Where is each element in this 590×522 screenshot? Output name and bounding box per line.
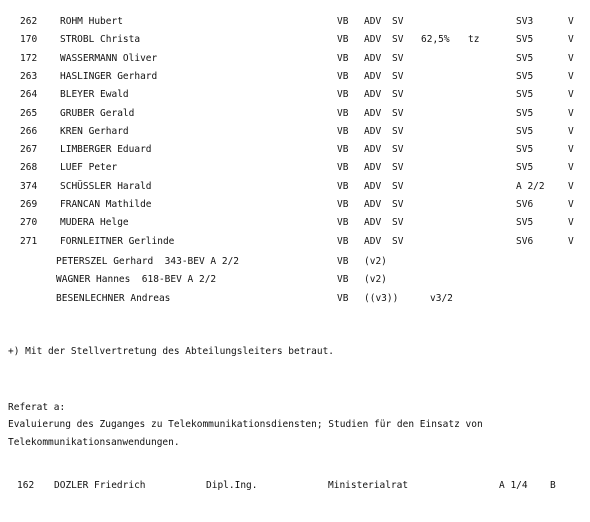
cell-flag: V	[568, 89, 574, 101]
table-row	[0, 292, 590, 306]
cell-sv: SV	[392, 144, 404, 156]
cell-flag: V	[568, 199, 574, 210]
cell-extra: v3/2	[430, 292, 453, 304]
referat-description-line-1: Evaluierung des Zuganges zu Telekommunikationsdiensten; Studien für den Einsatz von	[8, 419, 483, 430]
cell-name: GRUBER Gerald	[60, 107, 135, 119]
table-row	[0, 180, 590, 194]
table-row	[0, 235, 590, 249]
cell-flag: V	[568, 125, 574, 137]
head-flag: B	[550, 480, 556, 491]
cell-grade: SV6	[516, 199, 534, 210]
table-row	[0, 216, 590, 230]
cell-number: 264	[20, 89, 38, 101]
cell-grade: SV5	[516, 162, 534, 174]
cell-tag: ((v3))	[364, 292, 399, 304]
cell-adv: ADV	[364, 89, 382, 101]
cell-number: 268	[20, 162, 38, 174]
cell-flag: V	[568, 70, 574, 82]
cell-tag: (v2)	[364, 256, 387, 267]
cell-grade: SV5	[516, 34, 534, 46]
cell-vb: VB	[337, 199, 349, 210]
cell-number: 266	[20, 125, 38, 137]
cell-name: LIMBERGER Eduard	[60, 144, 152, 156]
cell-name: PETERSZEL Gerhard 343-BEV A 2/2	[56, 256, 240, 267]
head-number: 162	[17, 480, 35, 491]
head-grade: A 1/4	[499, 480, 528, 491]
referat-description-line-2: Telekommunikationsanwendungen.	[8, 437, 180, 448]
cell-sv: SV	[392, 52, 404, 64]
cell-grade: SV5	[516, 89, 534, 101]
cell-sv: SV	[392, 16, 404, 27]
cell-number: 271	[20, 235, 38, 247]
cell-tz: tz	[468, 34, 480, 46]
referat-heading: Referat a:	[8, 402, 66, 413]
cell-number: 170	[20, 34, 38, 46]
cell-sv: SV	[392, 235, 404, 247]
table-row	[0, 33, 590, 47]
cell-name: STROBL Christa	[60, 34, 141, 46]
cell-grade: SV5	[516, 107, 534, 119]
cell-grade: SV6	[516, 235, 534, 247]
cell-adv: ADV	[364, 34, 382, 46]
cell-flag: V	[568, 180, 574, 192]
cell-vb: VB	[337, 235, 349, 247]
cell-adv: ADV	[364, 235, 382, 247]
cell-vb: VB	[337, 256, 349, 267]
cell-vb: VB	[337, 180, 349, 192]
cell-name: WAGNER Hannes 618-BEV A 2/2	[56, 274, 217, 286]
cell-name: FRANCAN Mathilde	[60, 199, 152, 210]
cell-number: 267	[20, 144, 38, 156]
cell-grade: A 2/2	[516, 180, 545, 192]
cell-sv: SV	[392, 217, 404, 229]
cell-vb: VB	[337, 144, 349, 156]
cell-sv: SV	[392, 70, 404, 82]
cell-flag: V	[568, 235, 574, 247]
cell-adv: ADV	[364, 125, 382, 137]
cell-adv: ADV	[364, 16, 382, 27]
cell-number: 269	[20, 199, 38, 210]
footnote: +) Mit der Stellvertretung des Abteilungsleiters betraut.	[8, 346, 335, 357]
cell-flag: V	[568, 217, 574, 229]
cell-percentage: 62,5%	[421, 34, 450, 46]
cell-sv: SV	[392, 34, 404, 46]
cell-sv: SV	[392, 199, 404, 210]
table-row	[0, 70, 590, 84]
cell-vb: VB	[337, 125, 349, 137]
cell-grade: SV5	[516, 70, 534, 82]
head-rank: Ministerialrat	[328, 480, 409, 491]
table-row	[0, 143, 590, 157]
cell-name: SCHÜSSLER Harald	[60, 180, 152, 192]
cell-vb: VB	[337, 70, 349, 82]
cell-grade: SV3	[516, 16, 534, 27]
cell-grade: SV5	[516, 52, 534, 64]
cell-sv: SV	[392, 125, 404, 137]
cell-vb: VB	[337, 292, 349, 304]
cell-adv: ADV	[364, 180, 382, 192]
cell-number: 172	[20, 52, 38, 64]
cell-grade: SV5	[516, 144, 534, 156]
cell-number: 262	[20, 16, 38, 27]
cell-name: BESENLECHNER Andreas	[56, 292, 171, 304]
cell-flag: V	[568, 52, 574, 64]
cell-vb: VB	[337, 89, 349, 101]
cell-sv: SV	[392, 180, 404, 192]
cell-vb: VB	[337, 16, 349, 27]
cell-adv: ADV	[364, 199, 382, 210]
table-row	[0, 273, 590, 287]
table-row	[0, 107, 590, 121]
cell-adv: ADV	[364, 107, 382, 119]
cell-vb: VB	[337, 217, 349, 229]
cell-vb: VB	[337, 162, 349, 174]
cell-adv: ADV	[364, 144, 382, 156]
cell-number: 265	[20, 107, 38, 119]
cell-vb: VB	[337, 274, 349, 286]
cell-flag: V	[568, 16, 574, 27]
cell-flag: V	[568, 34, 574, 46]
cell-flag: V	[568, 162, 574, 174]
cell-name: MUDERA Helge	[60, 217, 129, 229]
cell-flag: V	[568, 107, 574, 119]
cell-number: 263	[20, 70, 38, 82]
cell-name: LUEF Peter	[60, 162, 118, 174]
cell-adv: ADV	[364, 217, 382, 229]
cell-sv: SV	[392, 162, 404, 174]
cell-sv: SV	[392, 89, 404, 101]
cell-number: 270	[20, 217, 38, 229]
head-name: DOZLER Friedrich	[54, 480, 146, 491]
table-row	[0, 161, 590, 175]
cell-adv: ADV	[364, 162, 382, 174]
cell-name: ROHM Hubert	[60, 16, 123, 27]
cell-vb: VB	[337, 34, 349, 46]
table-row	[0, 52, 590, 66]
cell-name: BLEYER Ewald	[60, 89, 129, 101]
table-row	[0, 255, 590, 269]
cell-name: KREN Gerhard	[60, 125, 129, 137]
cell-name: FORNLEITNER Gerlinde	[60, 235, 175, 247]
cell-grade: SV5	[516, 217, 534, 229]
cell-tag: (v2)	[364, 274, 387, 286]
cell-number: 374	[20, 180, 38, 192]
table-row	[0, 125, 590, 139]
cell-grade: SV5	[516, 125, 534, 137]
cell-vb: VB	[337, 107, 349, 119]
cell-vb: VB	[337, 52, 349, 64]
table-row	[0, 15, 590, 29]
cell-sv: SV	[392, 107, 404, 119]
table-row	[0, 88, 590, 102]
cell-flag: V	[568, 144, 574, 156]
cell-name: WASSERMANN Oliver	[60, 52, 158, 64]
cell-adv: ADV	[364, 70, 382, 82]
head-title: Dipl.Ing.	[206, 480, 258, 491]
cell-name: HASLINGER Gerhard	[60, 70, 158, 82]
table-row	[0, 198, 590, 212]
cell-adv: ADV	[364, 52, 382, 64]
